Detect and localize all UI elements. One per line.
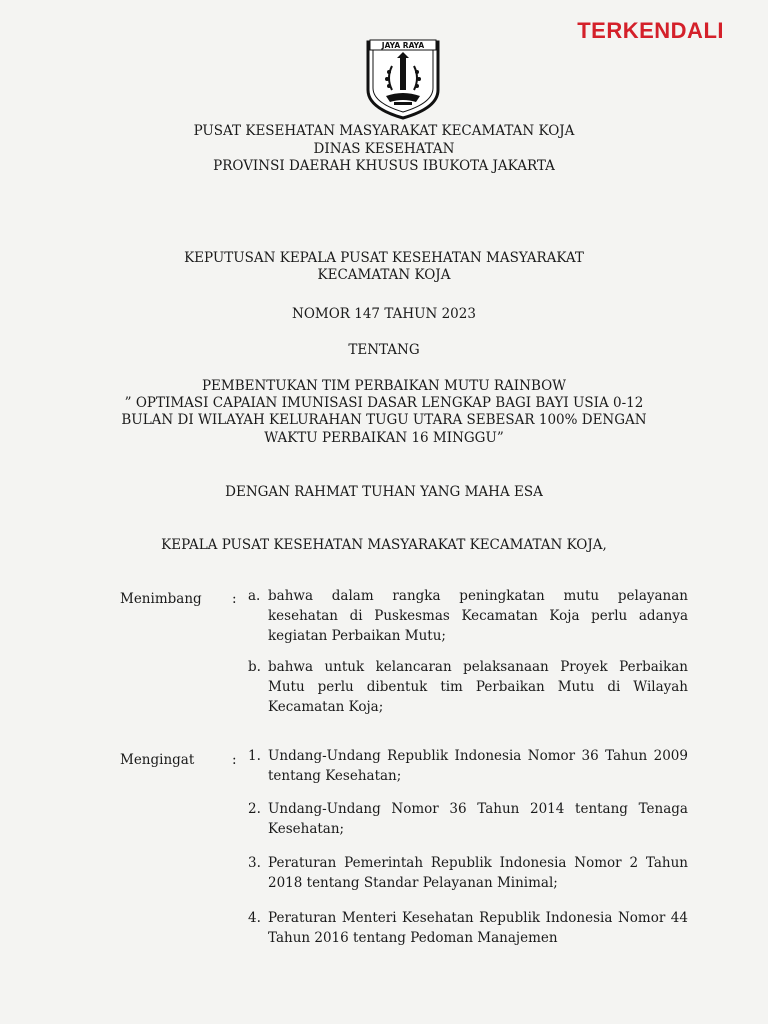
decree-about: TENTANG [348, 342, 420, 358]
header-line-3: PROVINSI DAERAH KHUSUS IBUKOTA JAKARTA [213, 158, 555, 174]
menimbang-item [248, 586, 688, 646]
item-text: bahwa untuk kelancaran pelaksanaan Proyek Perbaikan Mutu perlu dibentuk tim Perbaikan Mutu di Wilayah Kecamatan Koja; [268, 659, 688, 715]
decree-number: NOMOR 147 TAHUN 2023 [292, 306, 476, 322]
jakarta-coat-of-arms-icon [364, 38, 442, 120]
institution-header [0, 123, 768, 176]
decree-title-line-1: KEPUTUSAN KEPALA PUSAT KESEHATAN MASYARAKAT [184, 250, 584, 266]
item-text: bahwa dalam rangka peningkatan mutu pelayanan kesehatan di Puskesmas Kecamatan Koja perlu adanya kegiatan Perbaikan Mutu; [268, 588, 688, 644]
mengingat-item [248, 853, 688, 893]
item-marker: a. [248, 588, 261, 604]
authority-line: KEPALA PUSAT KESEHATAN MASYARAKAT KECAMATAN KOJA, [161, 537, 607, 553]
item-marker: b. [248, 659, 261, 675]
item-text: Undang-Undang Republik Indonesia Nomor 36 Tahun 2009 tentang Kesehatan; [268, 748, 688, 784]
grace-line: DENGAN RAHMAT TUHAN YANG MAHA ESA [225, 484, 543, 500]
mengingat-label: Mengingat [120, 752, 195, 768]
decree-subject-line-3: BULAN DI WILAYAH KELURAHAN TUGU UTARA SEBESAR 100% DENGAN [121, 412, 647, 429]
mengingat-item [248, 908, 688, 948]
item-marker: 2. [248, 801, 261, 817]
item-marker: 1. [248, 748, 261, 764]
item-text: Peraturan Menteri Kesehatan Republik Indonesia Nomor 44 Tahun 2016 tentang Pedoman Manajemen [268, 910, 688, 946]
item-text: Peraturan Pemerintah Republik Indonesia Nomor 2 Tahun 2018 tentang Standar Pelayanan Minimal; [268, 855, 688, 891]
menimbang-label: Menimbang [120, 591, 202, 607]
emblem-motto: JAYA RAYA [381, 41, 425, 50]
item-text: Undang-Undang Nomor 36 Tahun 2014 tentang Tenaga Kesehatan; [268, 801, 688, 837]
mengingat-item [248, 746, 688, 786]
mengingat-colon: : [232, 752, 237, 768]
decree-subject-line-1: PEMBENTUKAN TIM PERBAIKAN MUTU RAINBOW [201, 378, 567, 394]
menimbang-colon: : [232, 591, 237, 607]
mengingat-item [248, 799, 688, 839]
decree-subject [0, 378, 768, 447]
decree-subject-line-4: WAKTU PERBAIKAN 16 MINGGU” [264, 429, 504, 446]
decree-title [0, 250, 768, 284]
header-line-1: PUSAT KESEHATAN MASYARAKAT KECAMATAN KOJA [193, 123, 575, 139]
decree-title-line-2: KECAMATAN KOJA [317, 267, 451, 283]
item-marker: 4. [248, 910, 261, 926]
item-marker: 3. [248, 855, 261, 871]
menimbang-item [248, 657, 688, 717]
header-line-2: DINAS KESEHATAN [313, 140, 455, 157]
control-stamp: TERKENDALI [577, 18, 724, 43]
decree-subject-line-2: ” OPTIMASI CAPAIAN IMUNISASI DASAR LENGKAP BAGI BAYI USIA 0-12 [124, 395, 644, 412]
